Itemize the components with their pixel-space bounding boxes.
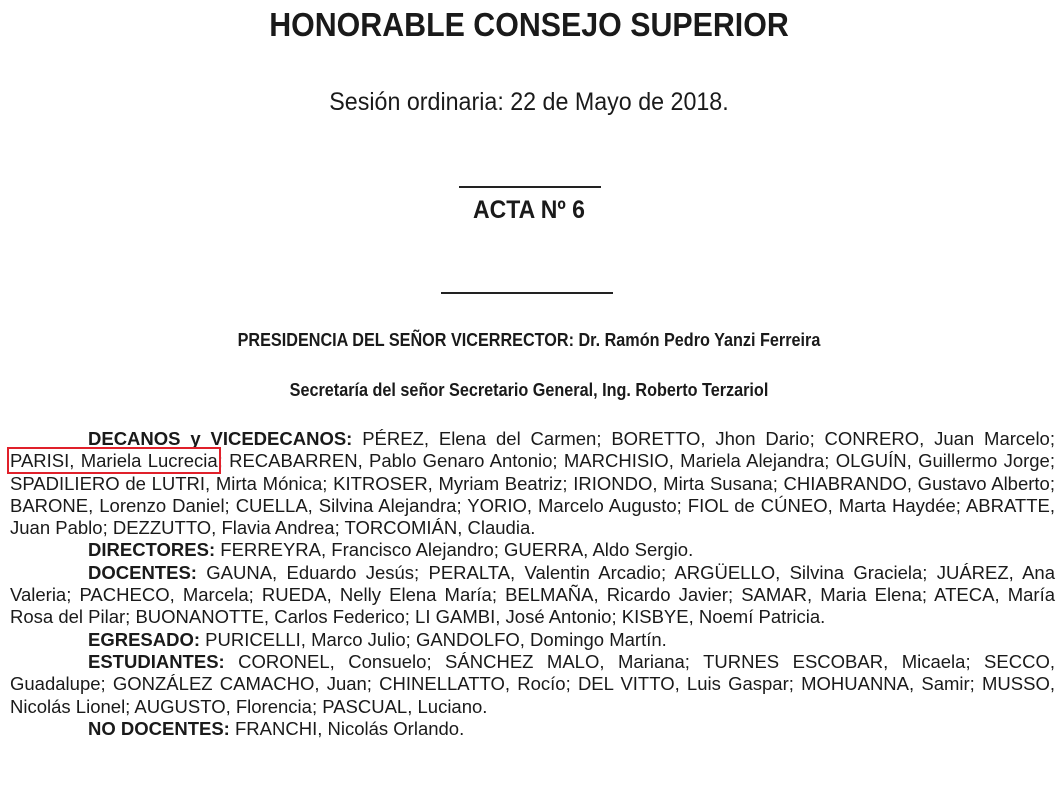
group-label: ESTUDIANTES: xyxy=(88,650,225,672)
group-names: PÉREZ, Elena del Carmen; BORETTO, Jhon Dario; CONRERO, Juan Marcelo; xyxy=(352,428,1055,449)
group-no-docentes xyxy=(10,718,1055,740)
presidency-line: PRESIDENCIA DEL SEÑOR VICERRECTOR: Dr. Ramón Pedro Yanzi Ferreira xyxy=(237,330,821,350)
group-names: ; RECABARREN, Pablo Genaro Antonio; MARCHISIO, Mariela Alejandra; OLGUÍN, Guillermo Jorge; SPADILIERO de LUTRI, Mirta Mónica; KITROSER, Myriam Beatriz; IRIONDO, Mirta Susana; CHIABRANDO, Gustavo Alberto; BARONE, Lorenzo Daniel; CUELLA, Silvina Alejandra; YORIO, Marcelo Augusto; FIOL de CÚNEO, Marta Haydée; ABRATTE, Juan Pablo; DEZZUTTO, Flavia Andrea; TORCOMIÁN, Claudia. xyxy=(10,450,1055,539)
acta-number: ACTA Nº 6 xyxy=(473,196,585,224)
group-names: FERREYRA, Francisco Alejandro; GUERRA, Aldo Sergio. xyxy=(215,539,694,561)
group-names: GAUNA, Eduardo Jesús; PERALTA, Valentin Arcadio; ARGÜELLO, Silvina Graciela; JUÁREZ, Ana Valeria; PACHECO, Marcela; RUEDA, Nelly Elena María; BELMAÑA, Ricardo Javier; SAMAR, Maria Elena; ATECA, María Rosa del Pilar; BUONANOTTE, Carlos Federico; LI GAMBI, José Antonio; KISBYE, Noemí Patricia. xyxy=(10,561,1055,628)
session-date: Sesión ordinaria: 22 de Mayo de 2018. xyxy=(329,88,729,116)
group-label: NO DOCENTES: xyxy=(88,717,230,739)
group-label: EGRESADO: xyxy=(88,628,201,650)
group-decanos xyxy=(10,428,1055,539)
divider-top xyxy=(459,186,601,188)
attendance-list xyxy=(10,428,1055,740)
group-docentes xyxy=(10,562,1055,629)
highlighted-name: PARISI, Mariela Lucrecia xyxy=(10,450,218,472)
group-names: FRANCHI, Nicolás Orlando. xyxy=(229,717,465,739)
divider-bottom xyxy=(441,292,613,294)
group-egresado xyxy=(10,629,1055,651)
group-label: DIRECTORES: xyxy=(88,539,216,561)
secretary-line: Secretaría del señor Secretario General, Ing. Roberto Terzariol xyxy=(289,380,769,400)
document-title: HONORABLE CONSEJO SUPERIOR xyxy=(269,6,789,43)
group-estudiantes xyxy=(10,651,1055,718)
group-directores xyxy=(10,539,1055,561)
group-label: DECANOS y VICEDECANOS: xyxy=(88,428,353,449)
group-label: DOCENTES: xyxy=(88,561,197,583)
group-names: PURICELLI, Marco Julio; GANDOLFO, Domingo Martín. xyxy=(200,628,667,650)
group-names: CORONEL, Consuelo; SÁNCHEZ MALO, Mariana; TURNES ESCOBAR, Micaela; SECCO, Guadalupe; GONZÁLEZ CAMACHO, Juan; CHINELLATTO, Rocío; DEL VITTO, Luis Gaspar; MOHUANNA, Samir; MUSSO, Nicolás Lionel; AUGUSTO, Florencia; PASCUAL, Luciano. xyxy=(10,650,1055,717)
